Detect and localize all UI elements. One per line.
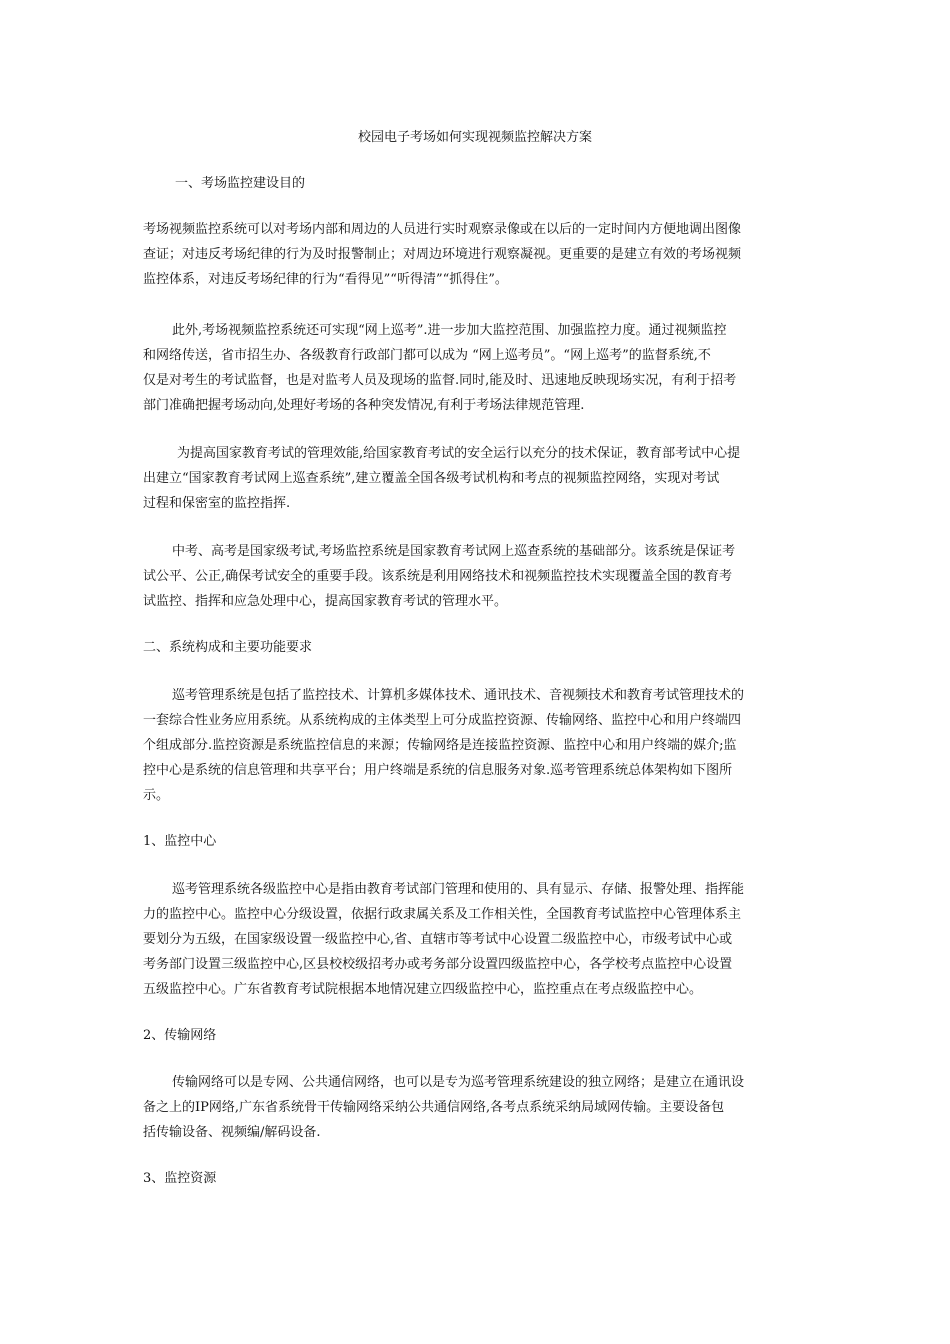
paragraph-line: 括传输设备、视频编/解码设备. bbox=[143, 1125, 321, 1140]
paragraph-line: 考务部门设置三级监控中心,区县校校级招考办或考务部分设置四级监控中心，各学校考点监控中心设置 bbox=[143, 957, 733, 972]
paragraph-line: 试公平、公正,确保考试安全的重要手段。该系统是利用网络技术和视频监控技术实现覆盖全国的教育考 bbox=[143, 569, 733, 584]
paragraph-line: 控中心是系统的信息管理和共享平台；用户终端是系统的信息服务对象.巡考管理系统总体架构如下图所 bbox=[143, 763, 733, 778]
paragraph-line: 示。 bbox=[143, 788, 170, 803]
paragraph-line: 考场视频监控系统可以对考场内部和周边的人员进行实时观察录像或在以后的一定时间内方便地调出图像 bbox=[143, 222, 742, 237]
document-title: 校园电子考场如何实现视频监控解决方案 bbox=[357, 130, 592, 145]
section-heading-5: 3、监控资源 bbox=[143, 1171, 217, 1186]
paragraph-line: 力的监控中心。监控中心分级设置，依据行政隶属关系及工作相关性，全国教育考试监控中心管理体系主 bbox=[143, 907, 742, 922]
paragraph-line: 和网络传送，省市招生办、各级教育行政部门都可以成为 “网上巡考员”。“网上巡考”的监督系统,不 bbox=[143, 348, 711, 363]
section-heading-1: 一、考场监控建设目的 bbox=[175, 176, 306, 191]
paragraph-line: 部门准确把握考场动向,处理好考场的各种突发情况,有利于考场法律规范管理. bbox=[143, 398, 585, 413]
paragraph-line: 传输网络可以是专网、公共通信网络，也可以是专为巡考管理系统建设的独立网络；是建立在通讯设 bbox=[172, 1075, 745, 1090]
paragraph-line: 中考、高考是国家级考试,考场监控系统是国家教育考试网上巡查系统的基础部分。该系统是保证考 bbox=[172, 544, 736, 559]
section-heading-3: 1、监控中心 bbox=[143, 834, 217, 849]
paragraph-line: 一套综合性业务应用系统。从系统构成的主体类型上可分成监控资源、传输网络、监控中心和用户终端四 bbox=[143, 713, 742, 728]
paragraph-line: 此外,考场视频监控系统还可实现“网上巡考”.进一步加大监控范围、加强监控力度。通过视频监控 bbox=[172, 323, 727, 338]
paragraph-line: 要划分为五级，在国家级设置一级监控中心,省、直辖市等考试中心设置二级监控中心，市级考试中心或 bbox=[143, 932, 733, 947]
section-heading-2: 二、系统构成和主要功能要求 bbox=[143, 640, 313, 655]
paragraph-line: 过程和保密室的监控指挥. bbox=[143, 496, 291, 511]
paragraph-line: 备之上的IP网络,广东省系统骨干传输网络采纳公共通信网络,各考点系统采纳局域网传输。主要设备包 bbox=[143, 1100, 725, 1115]
paragraph-line: 五级监控中心。广东省教育考试院根据本地情况建立四级监控中心，监控重点在考点级监控中心。 bbox=[143, 982, 703, 997]
paragraph-line: 监控体系，对违反考场纪律的行为“看得见”“听得清”“抓得住”。 bbox=[143, 272, 508, 287]
paragraph-line: 为提高国家教育考试的管理效能,给国家教育考试的安全运行以充分的技术保证，教育部考试中心提 bbox=[177, 446, 741, 461]
section-heading-4: 2、传输网络 bbox=[143, 1028, 217, 1043]
paragraph-line: 试监控、指挥和应急处理中心，提高国家教育考试的管理水平。 bbox=[143, 594, 508, 609]
paragraph-line: 巡考管理系统是包括了监控技术、计算机多媒体技术、通讯技术、音视频技术和教育考试管理技术的 bbox=[172, 688, 745, 703]
paragraph-line: 个组成部分.监控资源是系统监控信息的来源；传输网络是连接监控资源、监控中心和用户终端的媒介;监 bbox=[143, 738, 737, 753]
paragraph-line: 出建立“国家教育考试网上巡查系统”,建立覆盖全国各级考试机构和考点的视频监控网络，实现对考试 bbox=[143, 471, 720, 486]
paragraph-line: 仅是对考生的考试监督，也是对监考人员及现场的监督.同时,能及时、迅速地反映现场实况，有利于招考 bbox=[143, 373, 737, 388]
paragraph-line: 查证；对违反考场纪律的行为及时报警制止；对周边环境进行观察凝视。更重要的是建立有效的考场视频 bbox=[143, 247, 742, 262]
paragraph-line: 巡考管理系统各级监控中心是指由教育考试部门管理和使用的、具有显示、存储、报警处理、指挥能 bbox=[172, 882, 745, 897]
